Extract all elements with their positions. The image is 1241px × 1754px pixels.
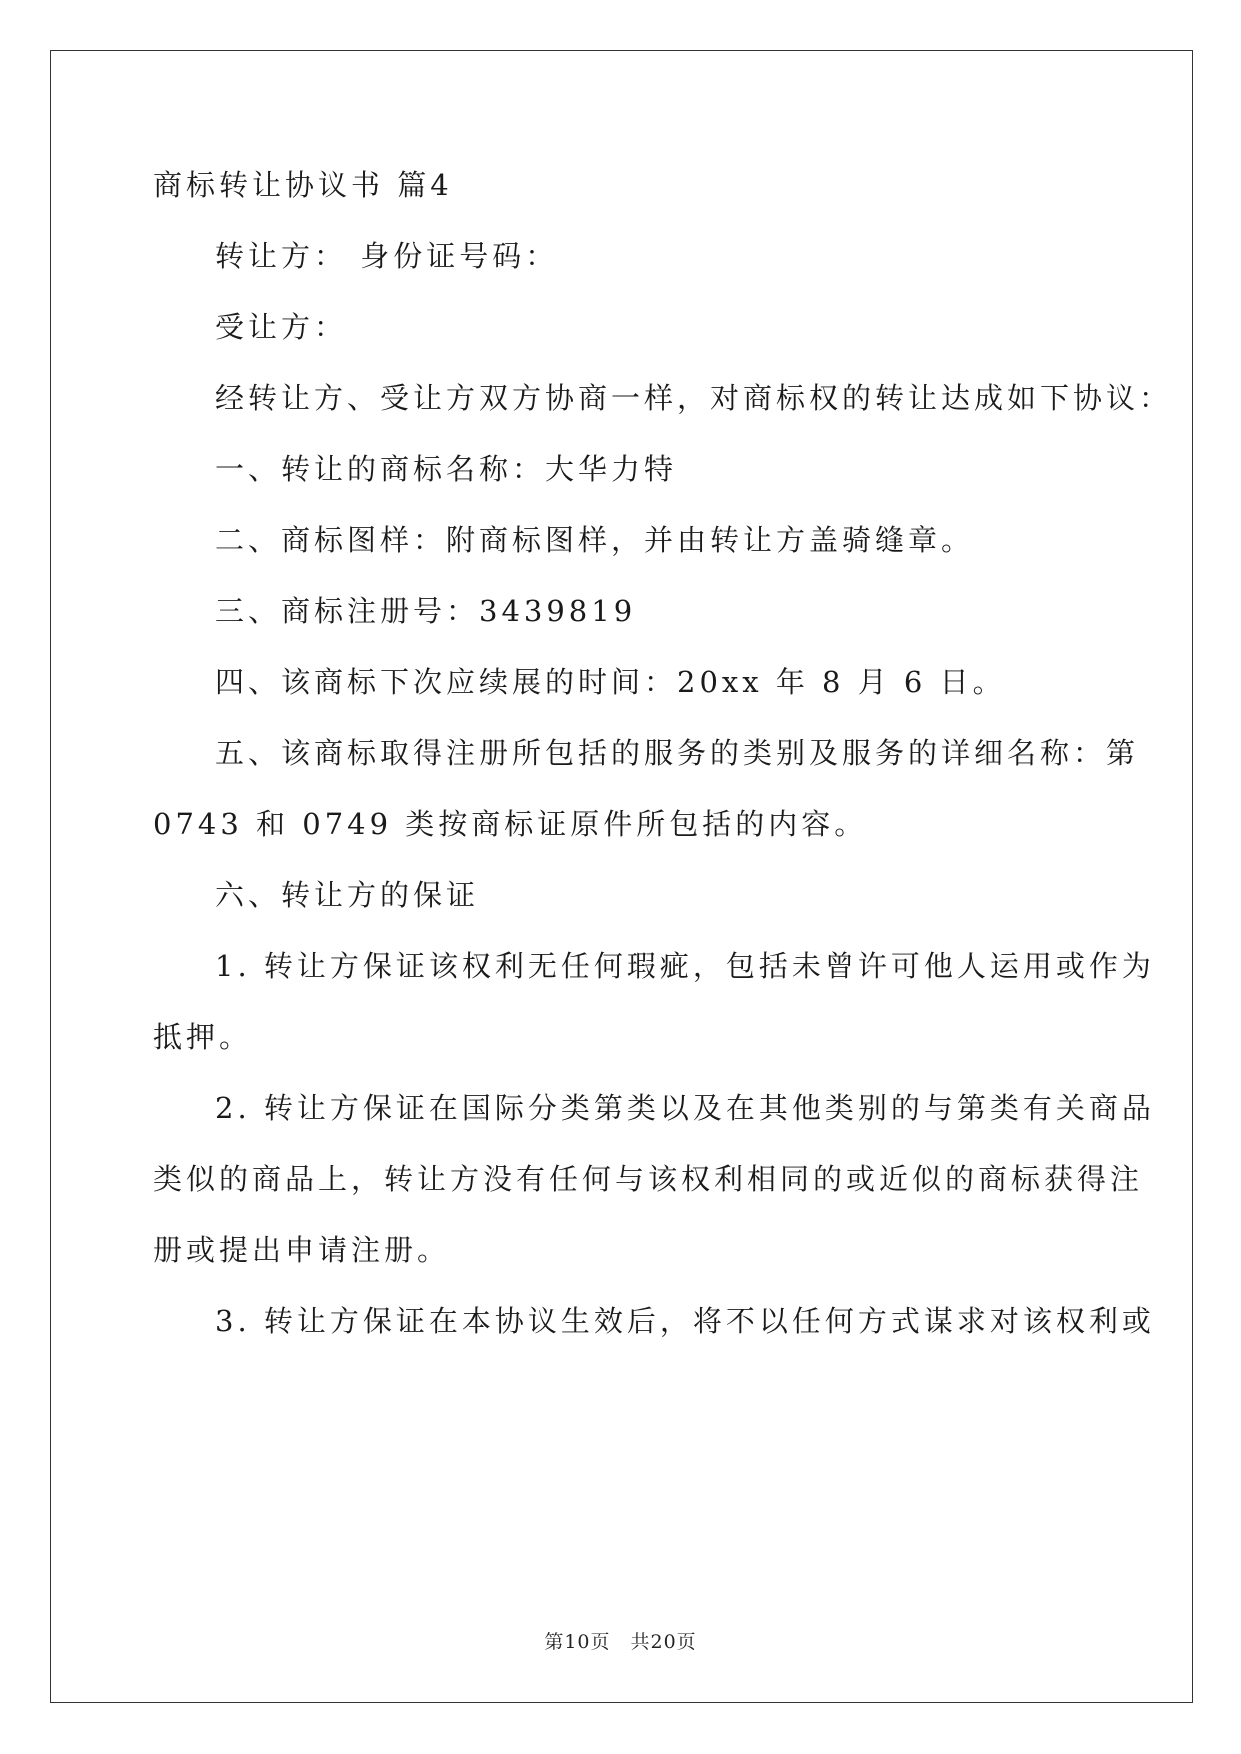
clause-6-heading: 六、转让方的保证 [215,878,480,912]
agreement-intro: 经转让方、受让方双方协商一样，对商标权的转让达成如下协议： [215,381,1173,415]
clause-5-continued: 0743 和 0749 类按商标证原件所包括的内容。 [153,807,868,841]
clause-3: 三、商标注册号：3439819 [215,594,637,628]
warranty-1: 1. 转让方保证该权利无任何瑕疵，包括未曾许可他人运用或作为 [215,949,1155,983]
document-title: 商标转让协议书 篇4 [153,168,453,202]
clause-2: 二、商标图样：附商标图样，并由转让方盖骑缝章。 [215,523,975,557]
page-number: 第10页 共20页 [544,1631,697,1653]
clause-4: 四、该商标下次应续展的时间：20xx 年 8 月 6 日。 [215,665,1006,699]
warranty-1-continued: 抵押。 [153,1020,253,1054]
clause-5: 五、该商标取得注册所包括的服务的类别及服务的详细名称：第 [215,736,1140,770]
warranty-2: 2. 转让方保证在国际分类第类以及在其他类别的与第类有关商品 [215,1091,1155,1125]
warranty-2-continued-2: 册或提出申请注册。 [153,1233,451,1267]
warranty-2-continued: 类似的商品上，转让方没有任何与该权利相同的或近似的商标获得注 [153,1162,1144,1196]
transferor-line: 转让方： 身份证号码： [215,239,559,273]
warranty-3: 3. 转让方保证在本协议生效后，将不以任何方式谋求对该权利或 [215,1304,1155,1338]
clause-1: 一、转让的商标名称：大华力特 [215,452,678,486]
transferee-line: 受让方： [215,310,348,344]
